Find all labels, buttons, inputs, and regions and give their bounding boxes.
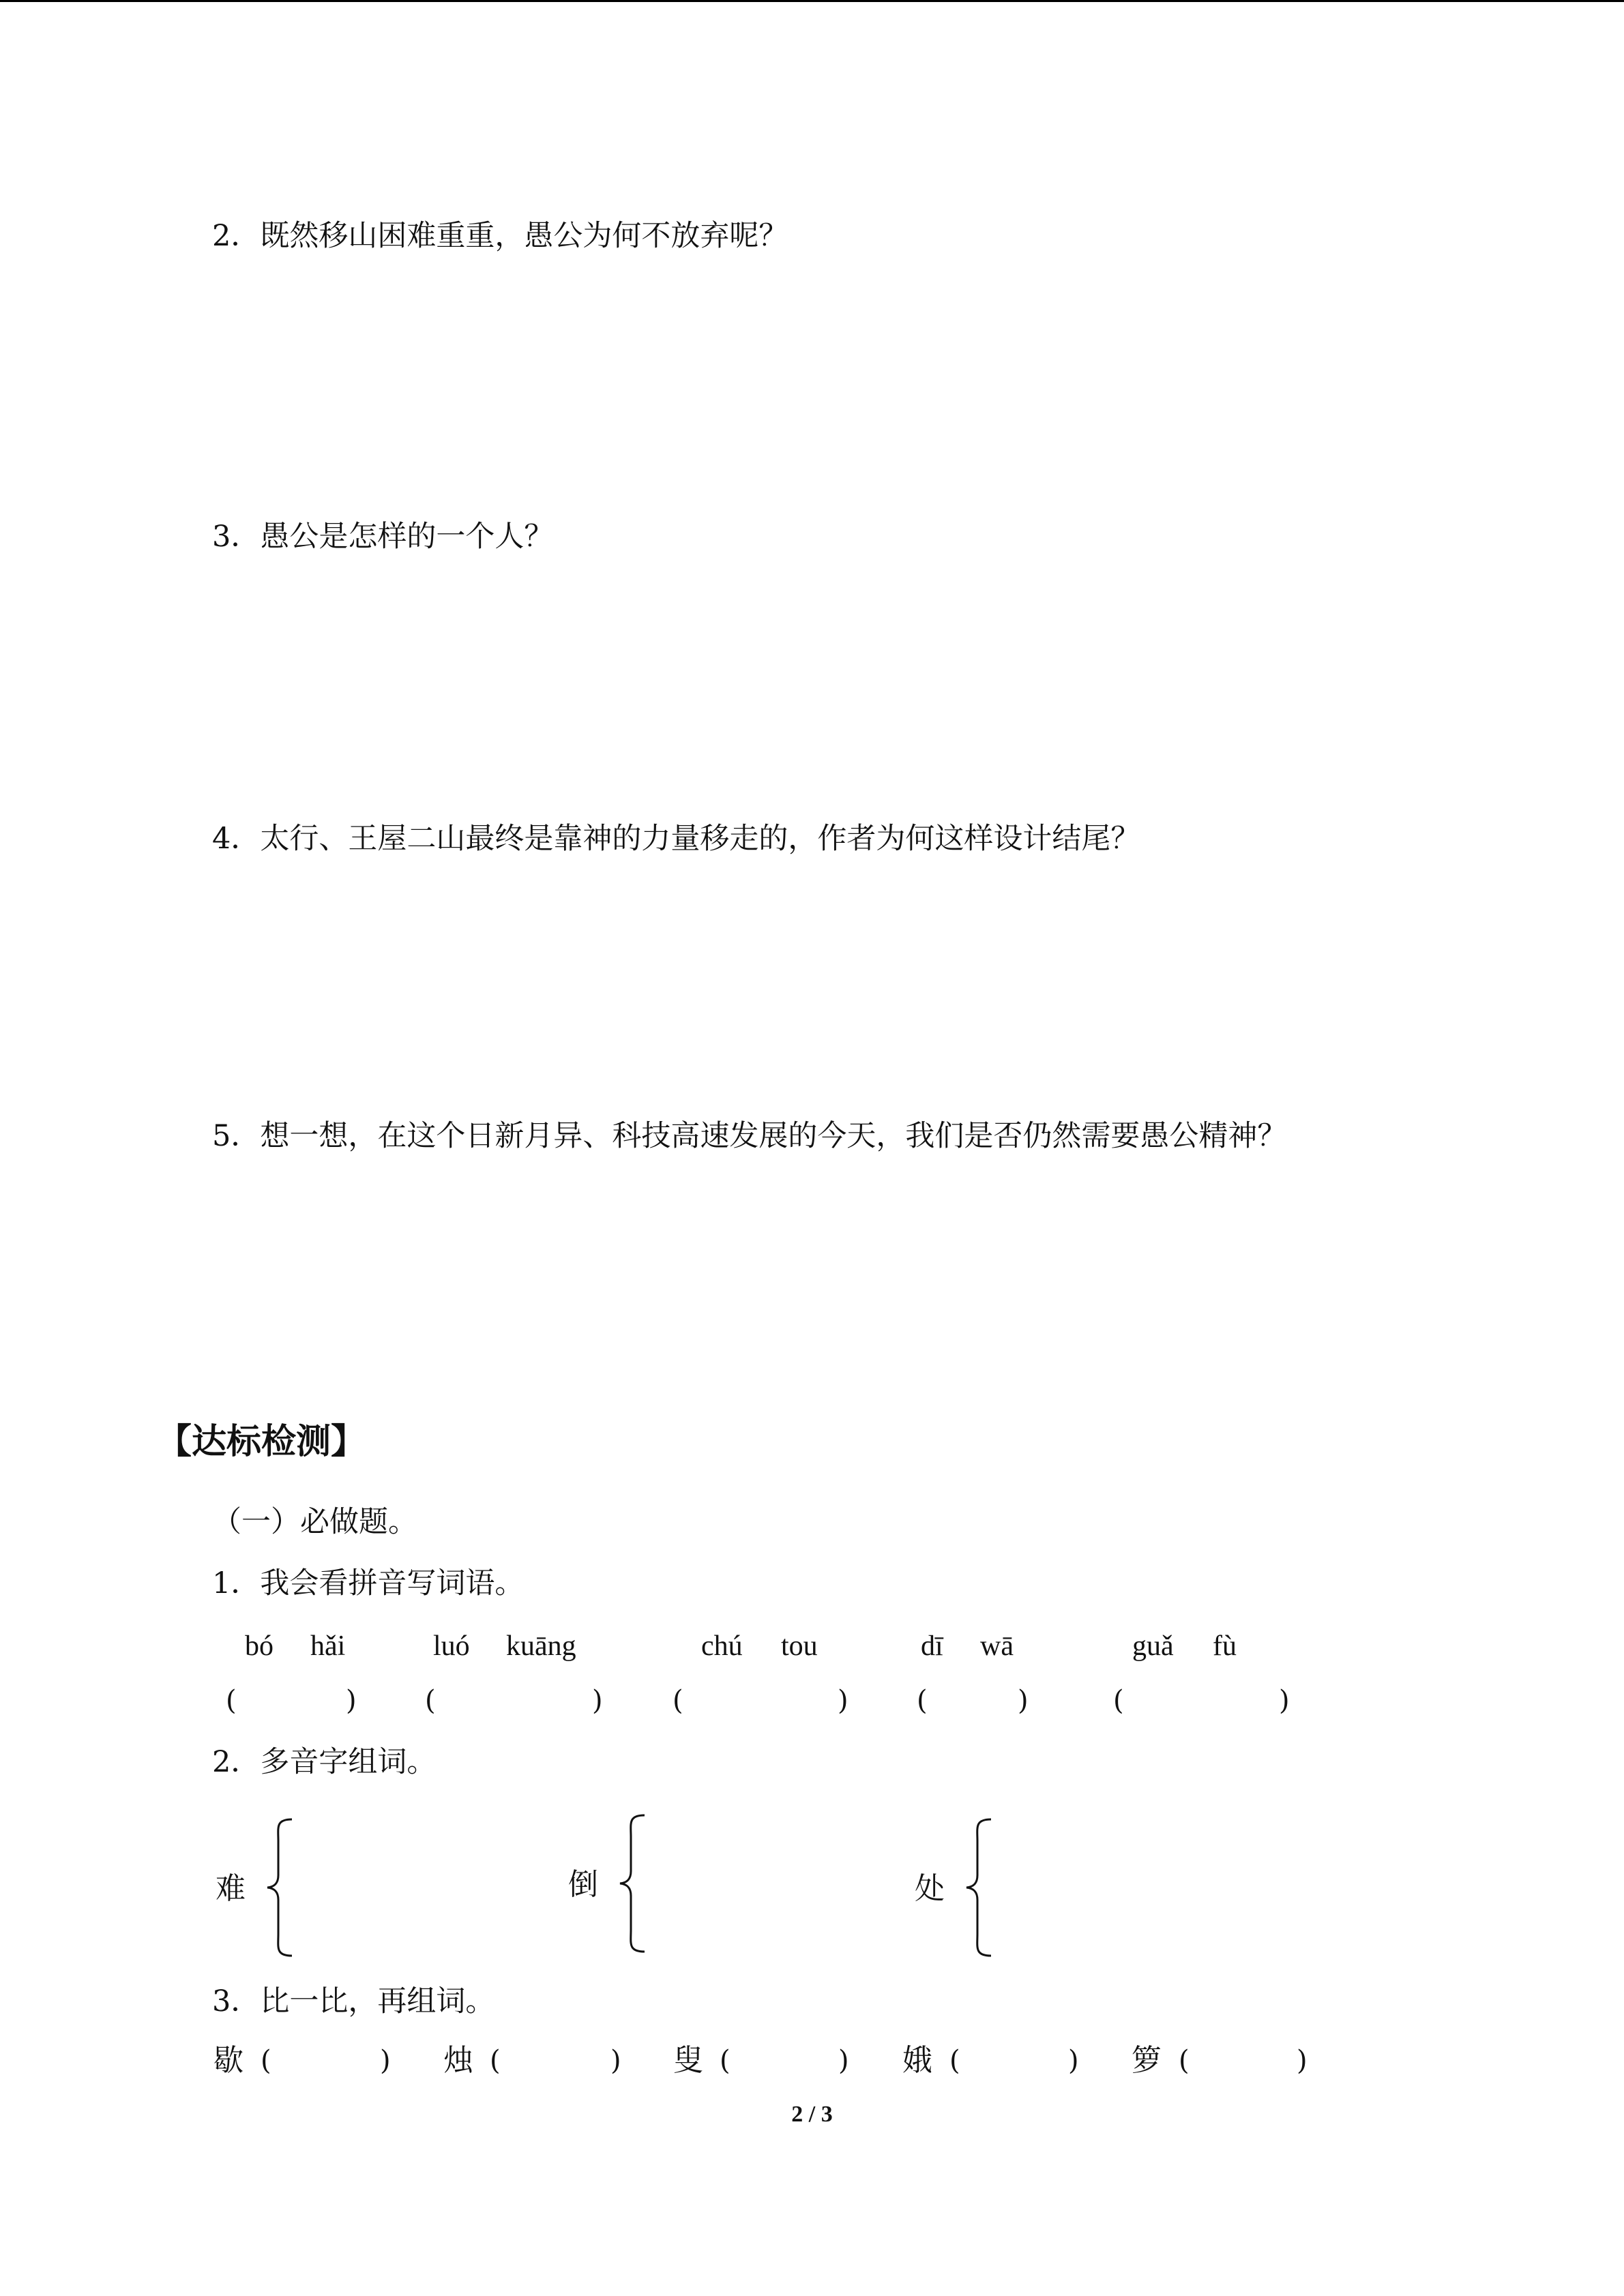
compare-char: 箩 [1132, 2043, 1162, 2078]
pinyin: fù [1213, 1630, 1237, 1662]
pinyin: kuāng [506, 1630, 576, 1662]
blank-close: ) [1068, 2045, 1079, 2076]
compare-char: 娥 [902, 2043, 932, 2078]
page-number: 2 / 3 [791, 2102, 833, 2127]
curly-brace [263, 1817, 297, 1958]
blank-open: ( [226, 1685, 237, 1716]
top-rule [0, 0, 1624, 2]
question-4: 4．太行、王屋二山最终是靠神的力量移走的，作者为何这样设计结尾？ [212, 822, 1140, 856]
blank-open: ( [261, 2045, 271, 2076]
question-5: 5．想一想，在这个日新月异、科技高速发展的今天，我们是否仍然需要愚公精神？ [212, 1119, 1287, 1153]
pinyin: hǎi [310, 1630, 346, 1662]
blank-close: ) [1279, 1685, 1290, 1716]
blank-open: ( [425, 1685, 436, 1716]
polyphone-char: 倒 [568, 1867, 598, 1902]
blank-close: ) [346, 1685, 357, 1716]
section-heading: 【达标检测】 [157, 1422, 366, 1462]
blank-close: ) [380, 2045, 391, 2076]
task-2: 2．多音字组词。 [212, 1745, 437, 1779]
pinyin: luó [433, 1630, 470, 1662]
blank-close: ) [1297, 2045, 1308, 2076]
task-1: 1．我会看拼音写词语。 [212, 1566, 525, 1600]
question-3: 3．愚公是怎样的一个人？ [212, 520, 554, 554]
blank-open: ( [720, 2045, 730, 2076]
blank-open: ( [490, 2045, 501, 2076]
blank-open: ( [1113, 1685, 1124, 1716]
pinyin: wā [980, 1630, 1014, 1662]
compare-char: 歇 [213, 2043, 243, 2078]
curly-brace [962, 1817, 996, 1958]
polyphone-char: 难 [216, 1871, 246, 1906]
pinyin: tou [781, 1630, 818, 1662]
pinyin: dī [921, 1630, 943, 1662]
blank-close: ) [838, 1685, 848, 1716]
question-2: 2．既然移山困难重重，愚公为何不放弃呢？ [212, 219, 788, 253]
curly-brace [616, 1813, 650, 1954]
subheading: （一）必做题。 [212, 1505, 417, 1539]
task-3: 3．比一比，再组词。 [212, 1984, 495, 2018]
blank-close: ) [592, 1685, 603, 1716]
blank-close: ) [1018, 1685, 1029, 1716]
compare-char: 叟 [673, 2043, 703, 2078]
blank-close: ) [838, 2045, 849, 2076]
pinyin: bó [245, 1630, 274, 1662]
blank-close: ) [610, 2045, 621, 2076]
pinyin: guǎ [1132, 1630, 1174, 1662]
pinyin: chú [701, 1630, 743, 1662]
blank-open: ( [1179, 2045, 1190, 2076]
compare-char: 烛 [443, 2043, 473, 2078]
polyphone-char: 处 [915, 1871, 945, 1906]
blank-open: ( [949, 2045, 960, 2076]
blank-open: ( [917, 1685, 928, 1716]
blank-open: ( [673, 1685, 683, 1716]
